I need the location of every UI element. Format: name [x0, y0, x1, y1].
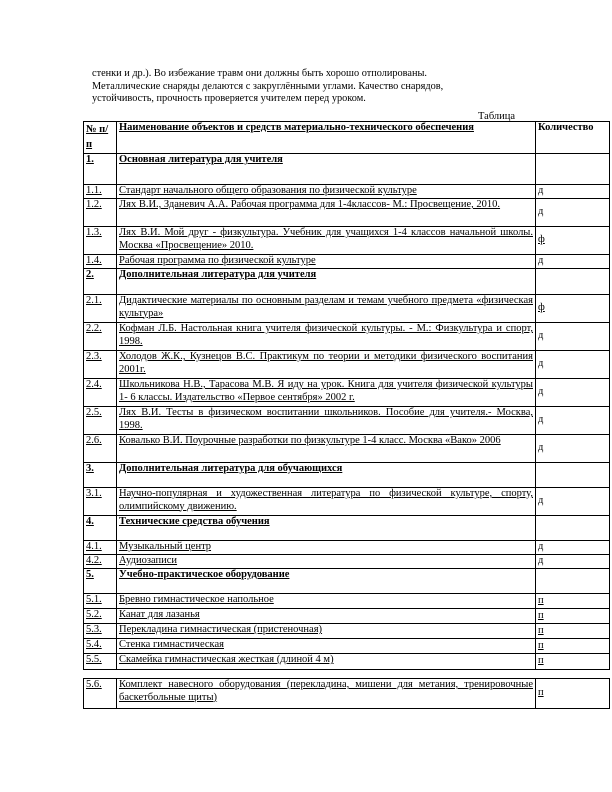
row-name: Школьникова Н.В., Тарасова М.В. Я иду на урок. Книга для учителя физической культуры 1- 6 классы. Издательство «Первое сентября» 2002 г. — [117, 379, 536, 407]
section-row — [84, 154, 610, 185]
row-number: 3. — [84, 463, 117, 488]
row-number: 2. — [84, 269, 117, 295]
row-quantity — [536, 463, 610, 488]
row-number: 5.2. — [84, 609, 117, 624]
table-row — [84, 639, 610, 654]
section-row — [84, 463, 610, 488]
row-name: Аудиозаписи — [117, 555, 536, 569]
row-quantity: п — [536, 624, 610, 639]
row-number: 1.1. — [84, 185, 117, 199]
intro-line: Металлические снаряды делаются с закруглёнными углами. Качество снарядов, — [92, 80, 444, 92]
table-row — [84, 488, 610, 516]
table-row — [84, 379, 610, 407]
table-row — [84, 594, 610, 609]
row-name: Музыкальный центр — [117, 541, 536, 555]
row-number: 2.4. — [84, 379, 117, 407]
table-row — [84, 624, 610, 639]
row-number: 3.1. — [84, 488, 117, 516]
row-quantity: д — [536, 323, 610, 351]
row-quantity — [536, 569, 610, 594]
row-number: 5.4. — [84, 639, 117, 654]
row-quantity: п — [536, 639, 610, 654]
row-name: Технические средства обучения — [117, 516, 536, 541]
row-name: Скамейка гимнастическая жесткая (длиной 4 м) — [117, 654, 536, 670]
row-number: 1.2. — [84, 199, 117, 227]
table-row — [84, 227, 610, 255]
table-row — [84, 555, 610, 569]
row-quantity: д — [536, 199, 610, 227]
row-name: Ковалько В.И. Поурочные разработки по физкультуре 1-4 класс. Москва «Вако» 2006 — [117, 435, 536, 463]
row-quantity: п — [536, 679, 610, 709]
row-name: Лях В.И. Тесты в физическом воспитании школьников. Пособие для учителя.- Москва, 1998. — [117, 407, 536, 435]
row-number: 4.2. — [84, 555, 117, 569]
row-number: 2.5. — [84, 407, 117, 435]
row-quantity: ф — [536, 295, 610, 323]
row-name: Дополнительная литература для учителя — [117, 269, 536, 295]
row-quantity — [536, 154, 610, 185]
intro-line: устойчивость, прочность проверяется учителем перед уроком. — [92, 93, 366, 104]
row-quantity: п — [536, 609, 610, 624]
row-quantity — [536, 516, 610, 541]
row-name: Канат для лазанья — [117, 609, 536, 624]
table-row — [84, 679, 610, 709]
table-row — [84, 255, 610, 269]
table-row — [84, 654, 610, 670]
row-number: 5.5. — [84, 654, 117, 670]
table-row — [84, 541, 610, 555]
row-number: 4.1. — [84, 541, 117, 555]
row-quantity: д — [536, 555, 610, 569]
row-number: 2.6. — [84, 435, 117, 463]
row-name: Рабочая программа по физической культуре — [117, 255, 536, 269]
table-row — [84, 185, 610, 199]
row-name: Комплект навесного оборудования (перекладина, мишени для метания, тренировочные баскетбольные щиты) — [117, 679, 536, 709]
table-row — [84, 351, 610, 379]
row-quantity: д — [536, 488, 610, 516]
row-name: Основная литература для учителя — [117, 154, 536, 185]
row-quantity: п — [536, 654, 610, 670]
row-name: Бревно гимнастическое напольное — [117, 594, 536, 609]
row-quantity: п — [536, 594, 610, 609]
table-row — [84, 609, 610, 624]
row-quantity: д — [536, 379, 610, 407]
row-number: 5.1. — [84, 594, 117, 609]
row-name: Учебно-практическое оборудование — [117, 569, 536, 594]
row-number: 2.3. — [84, 351, 117, 379]
row-name: Стенка гимнастическая — [117, 639, 536, 654]
row-quantity: д — [536, 407, 610, 435]
row-number: 5.3. — [84, 624, 117, 639]
row-name: Дополнительная литература для обучающихся — [117, 463, 536, 488]
row-name: Кофман Л.Б. Настольная книга учителя физической культуры. - М.: Физкультура и спорт, 1998. — [117, 323, 536, 351]
row-number: 1.4. — [84, 255, 117, 269]
row-name: Лях В.И., Зданевич А.А. Рабочая программа для 1-4классов- М.: Просвещение, 2010. — [117, 199, 536, 227]
header-number: № п/п — [84, 122, 117, 154]
table-header-row — [84, 122, 610, 154]
section-row — [84, 269, 610, 295]
row-number: 1.3. — [84, 227, 117, 255]
equipment-table — [83, 121, 610, 670]
intro-paragraph — [92, 68, 528, 106]
row-number: 2.2. — [84, 323, 117, 351]
table-caption: Таблица — [478, 111, 516, 122]
table-row — [84, 407, 610, 435]
header-name: Наименование объектов и средств материально-технического обеспечения — [117, 122, 536, 154]
intro-line: стенки и др.). Во избежание травм они должны быть хорошо отполированы. — [92, 68, 427, 79]
row-quantity: ф — [536, 227, 610, 255]
row-number: 4. — [84, 516, 117, 541]
equipment-table-continued — [83, 678, 610, 709]
row-number: 5. — [84, 569, 117, 594]
table-row — [84, 199, 610, 227]
row-quantity: д — [536, 435, 610, 463]
row-quantity: д — [536, 351, 610, 379]
row-name: Перекладина гимнастическая (пристеночная) — [117, 624, 536, 639]
row-name: Лях В.И. Мой друг - физкультура. Учебник для учащихся 1-4 классов начальной школы. Москва «Просвещение» 2010. — [117, 227, 536, 255]
row-quantity: д — [536, 255, 610, 269]
row-name: Дидактические материалы по основным разделам и темам учебного предмета «физическая культура» — [117, 295, 536, 323]
row-name: Холодов Ж.К., Кузнецов В.С. Практикум по теории и методики физического воспитания 2001г. — [117, 351, 536, 379]
section-row — [84, 516, 610, 541]
table-row — [84, 435, 610, 463]
header-quantity: Количество — [536, 122, 610, 154]
row-number: 2.1. — [84, 295, 117, 323]
row-name: Стандарт начального общего образования по физической культуре — [117, 185, 536, 199]
table-row — [84, 295, 610, 323]
row-quantity: д — [536, 541, 610, 555]
row-name: Научно-популярная и художественная литература по физической культуре, спорту, олимпийскому движению. — [117, 488, 536, 516]
table-row — [84, 323, 610, 351]
section-row — [84, 569, 610, 594]
row-number: 5.6. — [84, 679, 117, 709]
row-number: 1. — [84, 154, 117, 185]
row-quantity: д — [536, 185, 610, 199]
row-quantity — [536, 269, 610, 295]
